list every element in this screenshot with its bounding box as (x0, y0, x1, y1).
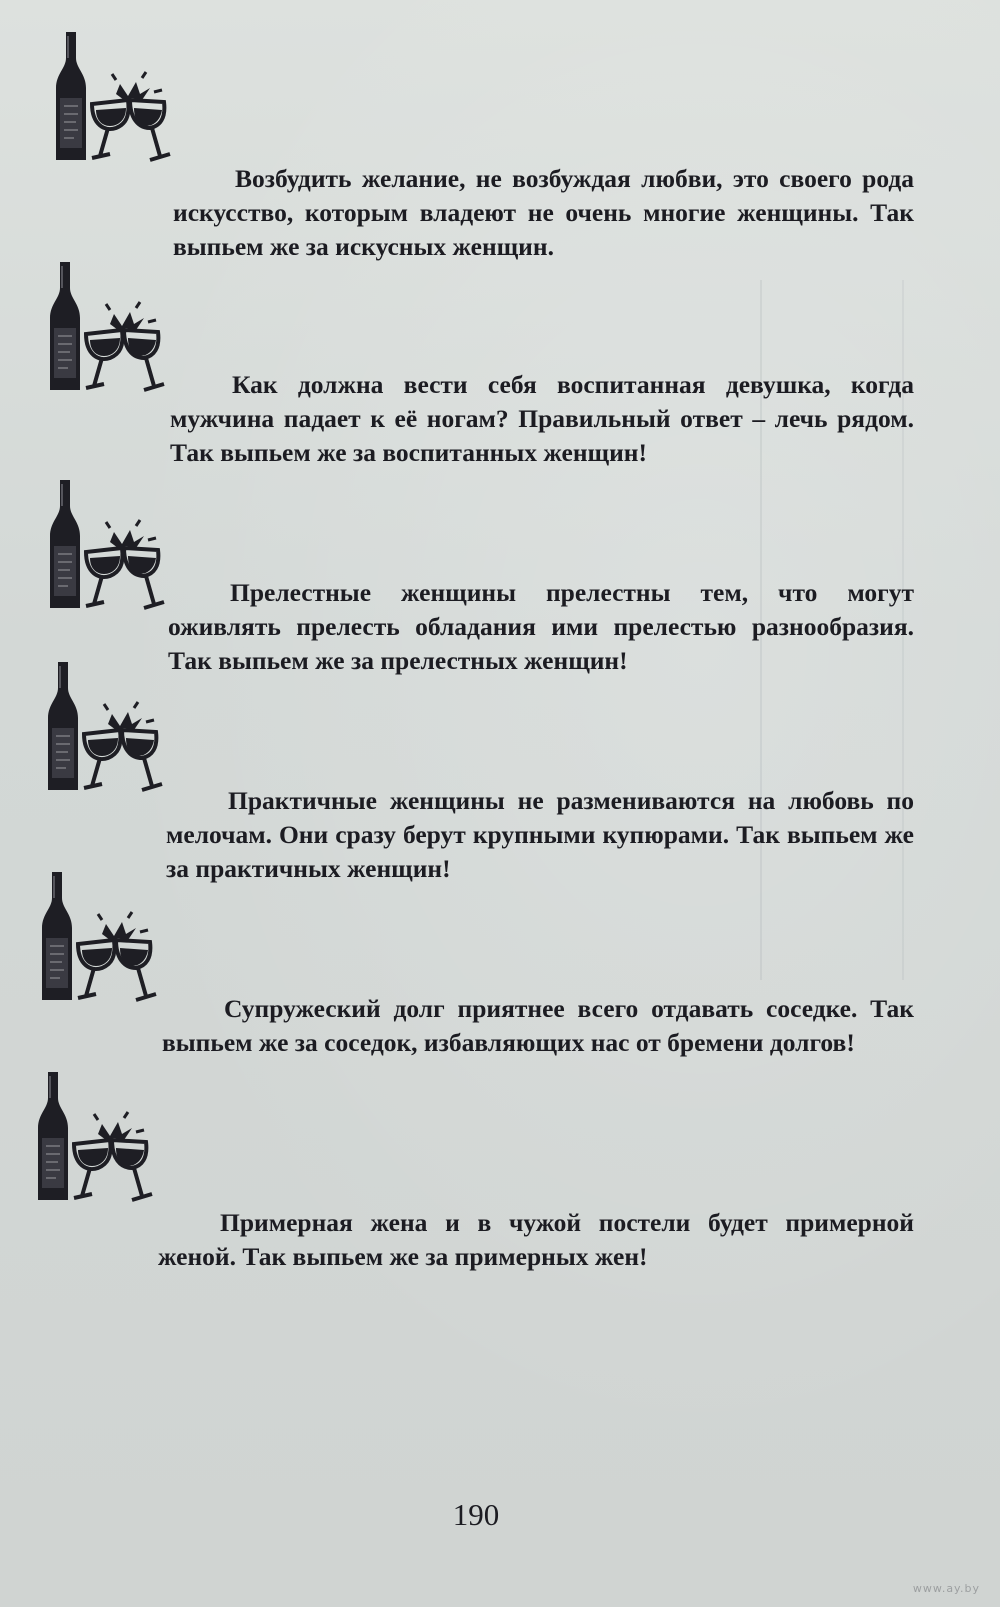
toast-paragraph: Примерная жена и в чужой постели будет примерной женой. Так выпьем же за примерных жен! (158, 1208, 914, 1271)
bottle-and-glasses-icon (38, 658, 163, 798)
watermark: www.ay.by (912, 1582, 980, 1595)
bottle-and-glasses-icon (40, 476, 165, 616)
toast-paragraph: Супружеский долг приятнее всего отдавать соседке. Так выпьем же за соседок, избавляющих нас от бремени долгов! (162, 994, 914, 1057)
page-number: 190 (452, 1497, 500, 1532)
toast-paragraph: Возбудить желание, не возбуждая любви, это своего рода искусство, которым владеют не очень многие женщины. Так выпьем же за искусных женщин. (173, 164, 914, 261)
toast-paragraph: Как должна вести себя воспитанная девушка, когда мужчина падает к её ногам? Правильный ответ – лечь рядом. Так выпьем же за воспитанных женщин! (170, 370, 914, 467)
toast-paragraph: Прелестные женщины прелестны тем, что могут оживлять прелесть обладания ими прелестью разнообразия. Так выпьем же за прелестных женщин! (168, 578, 914, 675)
bottle-and-glasses-icon (46, 28, 171, 168)
bottle-and-glasses-icon (32, 868, 157, 1008)
bottle-and-glasses-icon (40, 258, 165, 398)
bottle-and-glasses-icon (28, 1068, 153, 1208)
toast-paragraph: Практичные женщины не размениваются на любовь по мелочам. Они сразу берут крупными купюрами. Так выпьем же за практичных женщин! (166, 786, 914, 883)
